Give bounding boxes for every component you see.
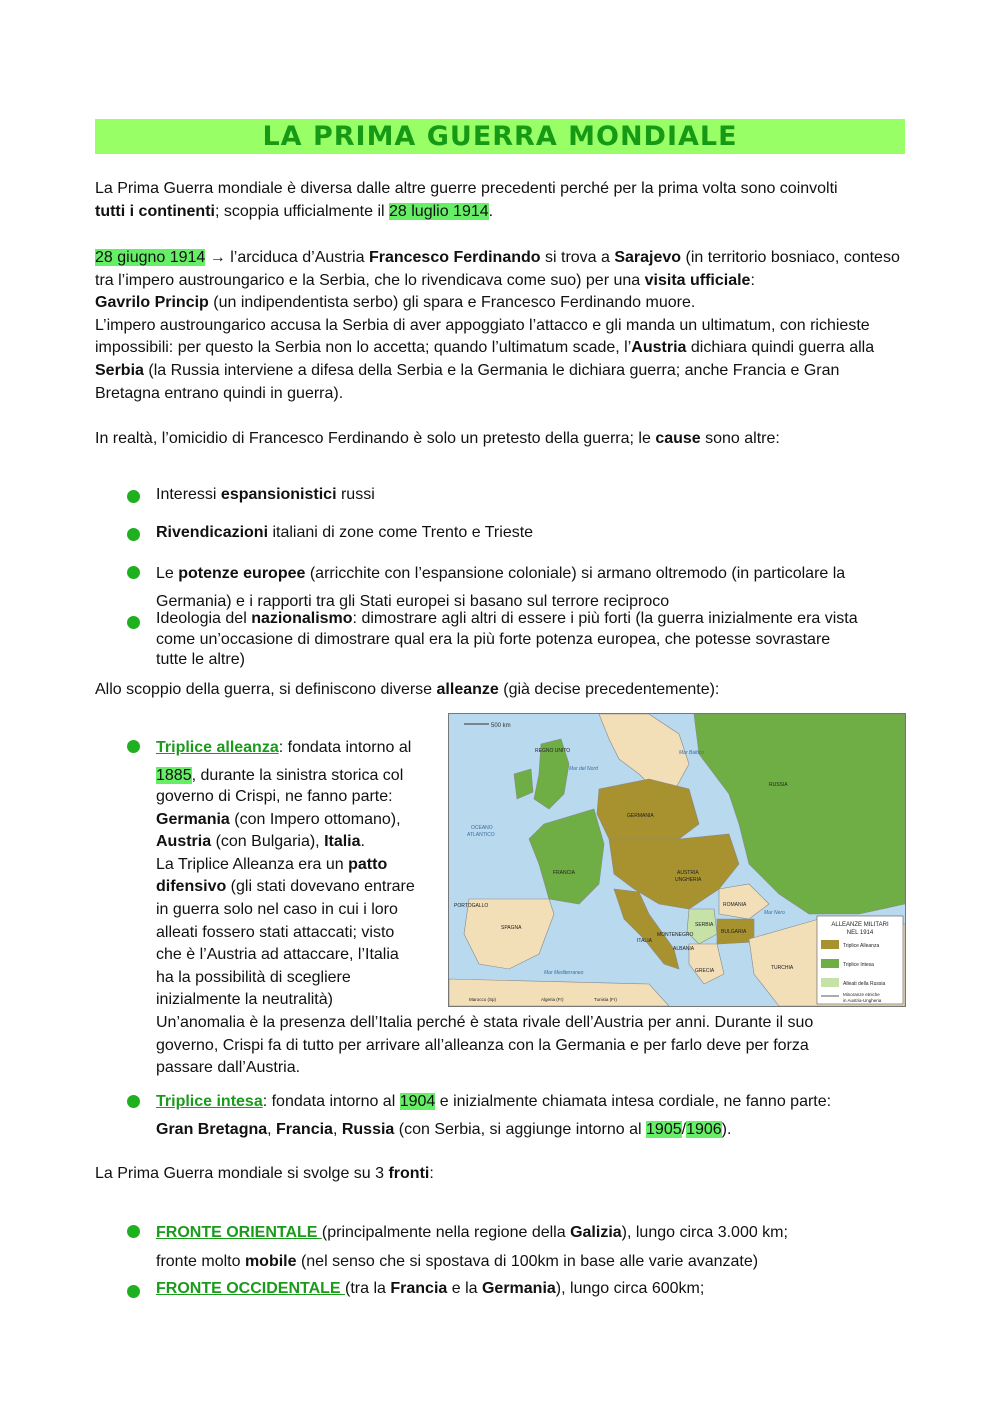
- legend-label: Triplice Alleanza: [843, 943, 880, 949]
- map-label: Mar Nero: [764, 910, 785, 916]
- bullet-dot: [127, 566, 140, 579]
- text: ), lungo circa 3.000 km;: [621, 1224, 788, 1241]
- text: fronte molto: [156, 1253, 245, 1270]
- bullet-dot: [127, 1095, 140, 1108]
- causes-intro: [95, 428, 905, 451]
- text: ), lungo circa 600km;: [555, 1280, 705, 1297]
- map-label: MONTENEGRO: [657, 932, 694, 938]
- event-text: (la Russia interviene a difesa della Serbia e la Germania le dichiara guerra; anche Francia e Gran Bretagna entrano quindi in guerra).: [95, 361, 840, 402]
- front-item: [156, 1218, 788, 1276]
- triplice-alleanza-item: [156, 734, 411, 790]
- bold-text: Francia: [390, 1280, 448, 1297]
- bold-text: espansionistici: [220, 486, 337, 503]
- fronts-intro: [95, 1163, 905, 1186]
- bold-text: mobile: [244, 1253, 297, 1270]
- text: : fondata intorno al: [262, 1093, 400, 1110]
- text: e inizialmente chiamata intesa cordiale, ne fanno parte:: [435, 1093, 832, 1110]
- map-label: UNGHERIA: [675, 877, 702, 883]
- text: , durante la sinistra storica col: [191, 767, 404, 784]
- map-label: Marocco (Sp): [469, 997, 497, 1002]
- bold-text: cause: [655, 430, 701, 447]
- bullet-dot: [127, 616, 140, 629]
- text: :: [429, 1165, 434, 1182]
- text: (con Bulgaria),: [211, 833, 325, 851]
- triplice-alleanza-link[interactable]: Triplice alleanza: [156, 739, 279, 756]
- text: Le: [156, 565, 179, 582]
- event-text: (in territorio bosniaco, conteso tra l’impero austroungarico e la Serbia, che lo rivendicava come suo) per una: [95, 249, 900, 289]
- map-label: Mar Baltico: [679, 750, 705, 756]
- text: (arricchite con l’espansione coloniale) si armano oltremodo (in particolare la: [305, 565, 846, 582]
- map-label: ATLANTICO: [467, 832, 495, 838]
- legend-label: Triplice Intesa: [843, 962, 874, 968]
- event-bold: visita ufficiale: [644, 271, 751, 289]
- highlighted-date: 28 giugno 1914: [95, 249, 206, 266]
- bullet-dot: [127, 740, 140, 753]
- bullet-dot: [127, 490, 140, 503]
- map-graphic: [449, 714, 905, 1006]
- text: La Triplice Alleanza era un: [156, 855, 349, 873]
- bullet-dot: [127, 1285, 140, 1298]
- map-label: SERBIA: [695, 922, 714, 928]
- list-item: [156, 560, 845, 616]
- page-title: LA PRIMA GUERRA MONDIALE: [95, 119, 905, 154]
- bold-text: patto: [348, 855, 388, 873]
- map-label: ITALIA: [637, 938, 652, 944]
- map-label: RUSSIA: [769, 782, 788, 788]
- bold-text: Germania: [156, 810, 230, 828]
- highlighted-year: 1904: [399, 1093, 436, 1110]
- map-label: FRANCIA: [553, 870, 575, 876]
- text: che è l’Austria ad attaccare, l’Italia: [156, 946, 399, 964]
- text: (nel senso che si spostava di 100km in base alle varie avanzate): [296, 1253, 759, 1270]
- text: passare dall’Austria.: [156, 1059, 301, 1077]
- map-label: OCEANO: [471, 825, 493, 831]
- bullet-dot: [127, 1225, 140, 1238]
- text: (tra la: [345, 1280, 391, 1297]
- legend-title: NEL 1914: [846, 930, 874, 936]
- map-legend: [817, 916, 903, 1004]
- bold-text: alleanze: [436, 681, 499, 698]
- legend-label: Alleati della Russia: [843, 981, 886, 987]
- legend-swatch-alleanza: [821, 940, 839, 949]
- text: alleati fossero stati attaccati; visto: [156, 923, 395, 941]
- legend-label: in Austria-Ungheria: [843, 998, 882, 1003]
- germany-shape: [597, 779, 699, 844]
- fronte-orientale-link[interactable]: FRONTE ORIENTALE: [156, 1224, 322, 1241]
- text: italiani di zone come Trento e Trieste: [268, 524, 534, 541]
- event-bold: Austria: [631, 339, 687, 357]
- map-label: AUSTRIA: [677, 870, 699, 876]
- map-label: REGNO UNITO: [535, 748, 571, 754]
- event-text: L’impero austroungarico accusa la Serbia di aver appoggiato l’attacco e gli manda un ultimatum, con richieste impossibili: per questo la Serbia non lo accetta; quando l’ultimatum scade, l’: [95, 316, 870, 357]
- bold-text: Russia: [341, 1121, 395, 1138]
- list-item: [156, 484, 375, 507]
- bold-text: Germania: [481, 1280, 556, 1297]
- intro-text-2: ; scoppia ufficialmente il: [214, 202, 389, 220]
- text: ).: [721, 1121, 732, 1138]
- intro-text-3: .: [488, 202, 494, 220]
- text: In realtà, l’omicidio di Francesco Ferdinando è solo un pretesto della guerra; le: [95, 430, 656, 447]
- text: tutte le altre): [156, 651, 245, 668]
- map-label: GRECIA: [695, 968, 715, 974]
- text: /: [681, 1121, 687, 1138]
- legend-swatch-alleati: [821, 978, 839, 987]
- text: (già decise precedentemente):: [498, 681, 720, 698]
- text: e la: [447, 1280, 482, 1297]
- event-text: (un indipendentista serbo) gli spara e Francesco Ferdinando muore.: [208, 294, 696, 312]
- map-label: PORTOGALLO: [454, 903, 489, 909]
- bold-text: difensivo: [156, 878, 227, 896]
- front-item: [156, 1278, 704, 1301]
- text: ,: [332, 1121, 342, 1138]
- map-label: Tunisia (Fr): [594, 997, 617, 1002]
- event-text: :: [750, 271, 755, 289]
- map-label: ROMANIA: [723, 902, 747, 908]
- event-text: dichiara quindi guerra alla: [686, 339, 875, 357]
- map-label: Mar del Nord: [569, 766, 598, 772]
- event-bold: Francesco Ferdinando: [368, 249, 541, 266]
- text: Germania) e i rapporti tra gli Stati europei si basano sul terrore reciproco: [156, 593, 670, 610]
- bold-text: Italia: [324, 833, 361, 851]
- map-label: BULGARIA: [721, 929, 747, 935]
- text: governo di Crispi, ne fanno parte:: [156, 788, 393, 805]
- text: come un’occasione di dimostrare qual era la più forte potenza europea, che potesse sovrastare: [156, 630, 831, 648]
- triplice-intesa-item: [156, 1088, 831, 1144]
- bullet-dot: [127, 528, 140, 541]
- text: Allo scoppio della guerra, si definiscono diverse: [95, 681, 437, 698]
- text: La Prima Guerra mondiale si svolge su 3: [95, 1165, 389, 1182]
- list-item: [156, 522, 533, 545]
- text: (gli stati dovevano entrare: [226, 878, 415, 896]
- highlighted-year: 1905: [646, 1121, 682, 1138]
- text: .: [360, 833, 365, 851]
- event-paragraph: [95, 247, 905, 405]
- text: Ideologia del: [156, 610, 252, 627]
- bold-text: Austria: [156, 833, 212, 851]
- list-item: [156, 609, 858, 671]
- text: in guerra solo nel caso in cui i loro: [156, 900, 398, 918]
- fronte-occidentale-link[interactable]: FRONTE OCCIDENTALE: [156, 1280, 346, 1297]
- intro-text: La Prima Guerra mondiale è diversa dalle altre guerre precedenti perché per la prima volta sono coinvolti: [95, 180, 838, 197]
- bold-text: fronti: [388, 1165, 430, 1182]
- bold-text: Rivendicazioni: [156, 524, 269, 541]
- bold-text: potenze europee: [178, 565, 306, 582]
- text: (con Serbia, si aggiunge intorno al: [394, 1121, 647, 1138]
- text: Un’anomalia è la presenza dell’Italia perché è stata rivale dell’Austria per anni. Durante il suo: [156, 1013, 814, 1031]
- text: inizialmente la neutralità): [156, 991, 333, 1009]
- intro-paragraph: [95, 178, 905, 223]
- legend-title: ALLEANZE MILITARI: [831, 922, 889, 928]
- bold-text: nazionalismo: [251, 610, 353, 627]
- legend-swatch-intesa: [821, 959, 839, 968]
- bold-text: Galizia: [570, 1224, 622, 1241]
- event-bold: Sarajevo: [614, 249, 682, 266]
- intro-bold: tutti i continenti: [95, 202, 215, 220]
- highlighted-year: 1906: [686, 1121, 722, 1138]
- text: russi: [336, 486, 375, 503]
- map-label: TURCHIA: [771, 965, 794, 971]
- text: Interessi: [156, 486, 221, 503]
- bold-text: Gran Bretagna: [156, 1121, 268, 1138]
- text: governo, Crispi fa di tutto per arrivare all’alleanza con la Germania e per farlo deve per forza: [156, 1036, 809, 1054]
- triplice-intesa-link[interactable]: Triplice intesa: [156, 1093, 263, 1110]
- event-bold: Serbia: [95, 361, 144, 379]
- text: ha la possibilità di scegliere: [156, 968, 351, 986]
- text: (principalmente nella regione della: [321, 1224, 571, 1241]
- map-label: Algeria (Fr): [541, 997, 564, 1002]
- text: : dimostrare agli altri di essere i più forti (la guerra inizialmente era vista: [352, 610, 858, 627]
- map-label: Mar Mediterraneo: [544, 970, 584, 976]
- highlighted-year: 1885: [156, 767, 192, 784]
- event-text: → l’arciduca d’Austria: [205, 249, 369, 266]
- text: : fondata intorno al: [278, 739, 412, 756]
- map-label: GERMANIA: [627, 813, 654, 819]
- text: (con Impero ottomano),: [229, 810, 401, 828]
- alliances-intro: [95, 679, 905, 702]
- map-label: ALBANIA: [673, 946, 695, 952]
- europe-alliances-map: [448, 713, 906, 1007]
- event-text: si trova a: [540, 249, 615, 266]
- event-bold: Gavrilo Princip: [95, 294, 209, 312]
- map-label: SPAGNA: [501, 925, 522, 931]
- highlighted-date: 28 luglio 1914: [389, 202, 489, 220]
- legend-label: Minoranze etniche: [843, 992, 880, 997]
- text: ,: [267, 1121, 277, 1138]
- scale-label: 500 km: [491, 723, 511, 729]
- bold-text: Francia: [276, 1121, 333, 1138]
- text: sono altre:: [700, 430, 780, 447]
